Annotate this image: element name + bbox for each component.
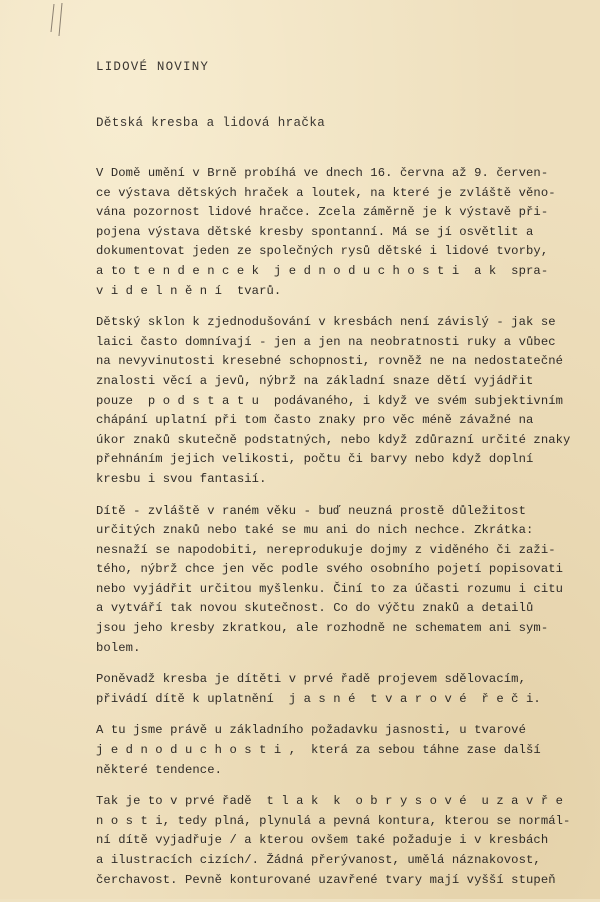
text-line: Poněvadž kresba je dítěti v prvé řadě projevem sdělovacím, bbox=[96, 672, 526, 687]
text-line: Dítě - zvláště v raném věku - buď neuzná prostě důležitost bbox=[96, 503, 526, 518]
text-line: chápání uplatní při tom často znaky pro věc méně závažné na bbox=[96, 413, 534, 428]
text-line: v i d e l n ě n í tvarů. bbox=[96, 283, 282, 298]
text-line: nebo vyjádřit určitou myšlenku. Činí to za účasti rozumu i citu bbox=[96, 581, 564, 596]
text-line: vána pozornost lidové hračce. Zcela záměrně je k výstavě při- bbox=[96, 205, 549, 220]
text-line: čerchavost. Pevně konturované uzavřené tvary mají vyšší stupeň bbox=[96, 872, 556, 887]
text-line: přehnáním jejich velikosti, počtu či barvy nebo když doplní bbox=[96, 452, 534, 467]
text-line: tého, nýbrž chce jen věc podle svého osobního pojetí popisovati bbox=[96, 562, 564, 577]
text-line: na nevyvinutosti kresebné schopnosti, rovněž ne na nedostatečné bbox=[96, 354, 564, 369]
text-line: kresbu i svou fantasií. bbox=[96, 471, 267, 486]
text-line: V Domě umění v Brně probíhá ve dnech 16. června až 9. červen- bbox=[96, 166, 549, 180]
text-line: určitých znaků nebo také se mu ani do nich nechce. Zkrátka: bbox=[96, 523, 534, 538]
paragraph bbox=[96, 670, 596, 709]
text-line: ní dítě vyjadřuje / a kterou ovšem také požaduje i v kresbách bbox=[96, 833, 549, 848]
text-line: nesnaží se napodobiti, nereprodukuje dojmy z viděného či zaži- bbox=[96, 542, 556, 557]
pencil-mark-icon bbox=[45, 2, 71, 42]
article-title: Dětská kresba a lidová hračka bbox=[96, 116, 326, 130]
text-line: a vytváří tak novou skutečnost. Co do výčtu znaků a detailů bbox=[96, 601, 534, 616]
text-line: pouze p o d s t a t u podávaného, i když ve svém subjektivním bbox=[96, 393, 564, 408]
text-line: ce výstava dětských hraček a loutek, na které je zvláště věno- bbox=[96, 185, 556, 200]
text-line: znalosti věcí a jevů, nýbrž na základní snaze dětí vyjádřit bbox=[96, 373, 534, 388]
paragraph bbox=[96, 313, 596, 489]
newspaper-header: LIDOVÉ NOVINY bbox=[96, 60, 210, 74]
paragraph bbox=[96, 164, 596, 301]
text-line: přivádí dítě k uplatnění j a s n é t v a r o v é ř e č i. bbox=[96, 691, 541, 706]
text-line: pojena výstava dětské kresby spontanní. Má se jí osvětlit a bbox=[96, 224, 534, 239]
paragraph bbox=[96, 792, 596, 890]
text-line: a ilustracích cizích/. Žádná přerývanost, umělá náznakovost, bbox=[96, 853, 541, 867]
text-line: bolem. bbox=[96, 640, 141, 655]
text-line: dokumentovat jeden ze společných rysů dětské i lidové tvorby, bbox=[96, 244, 549, 259]
text-line: laici často domnívají - jen a jen na neobratnosti ruky a vůbec bbox=[96, 334, 556, 349]
text-line: A tu jsme právě u základního požadavku jasnosti, u tvarové bbox=[96, 723, 526, 738]
text-line: jsou jeho kresby zkratkou, ale rozhodně ne schematem ani sym- bbox=[96, 621, 549, 636]
paragraph bbox=[96, 721, 596, 780]
text-line: j e d n o d u c h o s t i , která za sebou táhne zase další bbox=[96, 743, 541, 758]
text-line: a to t e n d e n c e k j e d n o d u c h o s t i a k spra- bbox=[96, 263, 549, 278]
text-line: n o s t i, tedy plná, plynulá a pevná kontura, kterou se normál- bbox=[96, 813, 571, 828]
article-body bbox=[96, 164, 596, 902]
text-line: některé tendence. bbox=[96, 762, 223, 777]
text-line: úkor znaků skutečně podstatných, nebo když zdůrazní určité znaky bbox=[96, 432, 571, 447]
paragraph bbox=[96, 502, 596, 659]
text-line: Tak je to v prvé řadě t l a k k o b r y s o v é u z a v ř e bbox=[96, 794, 564, 809]
text-line: Dětský sklon k zjednodušování v kresbách není závislý - jak se bbox=[96, 315, 556, 330]
